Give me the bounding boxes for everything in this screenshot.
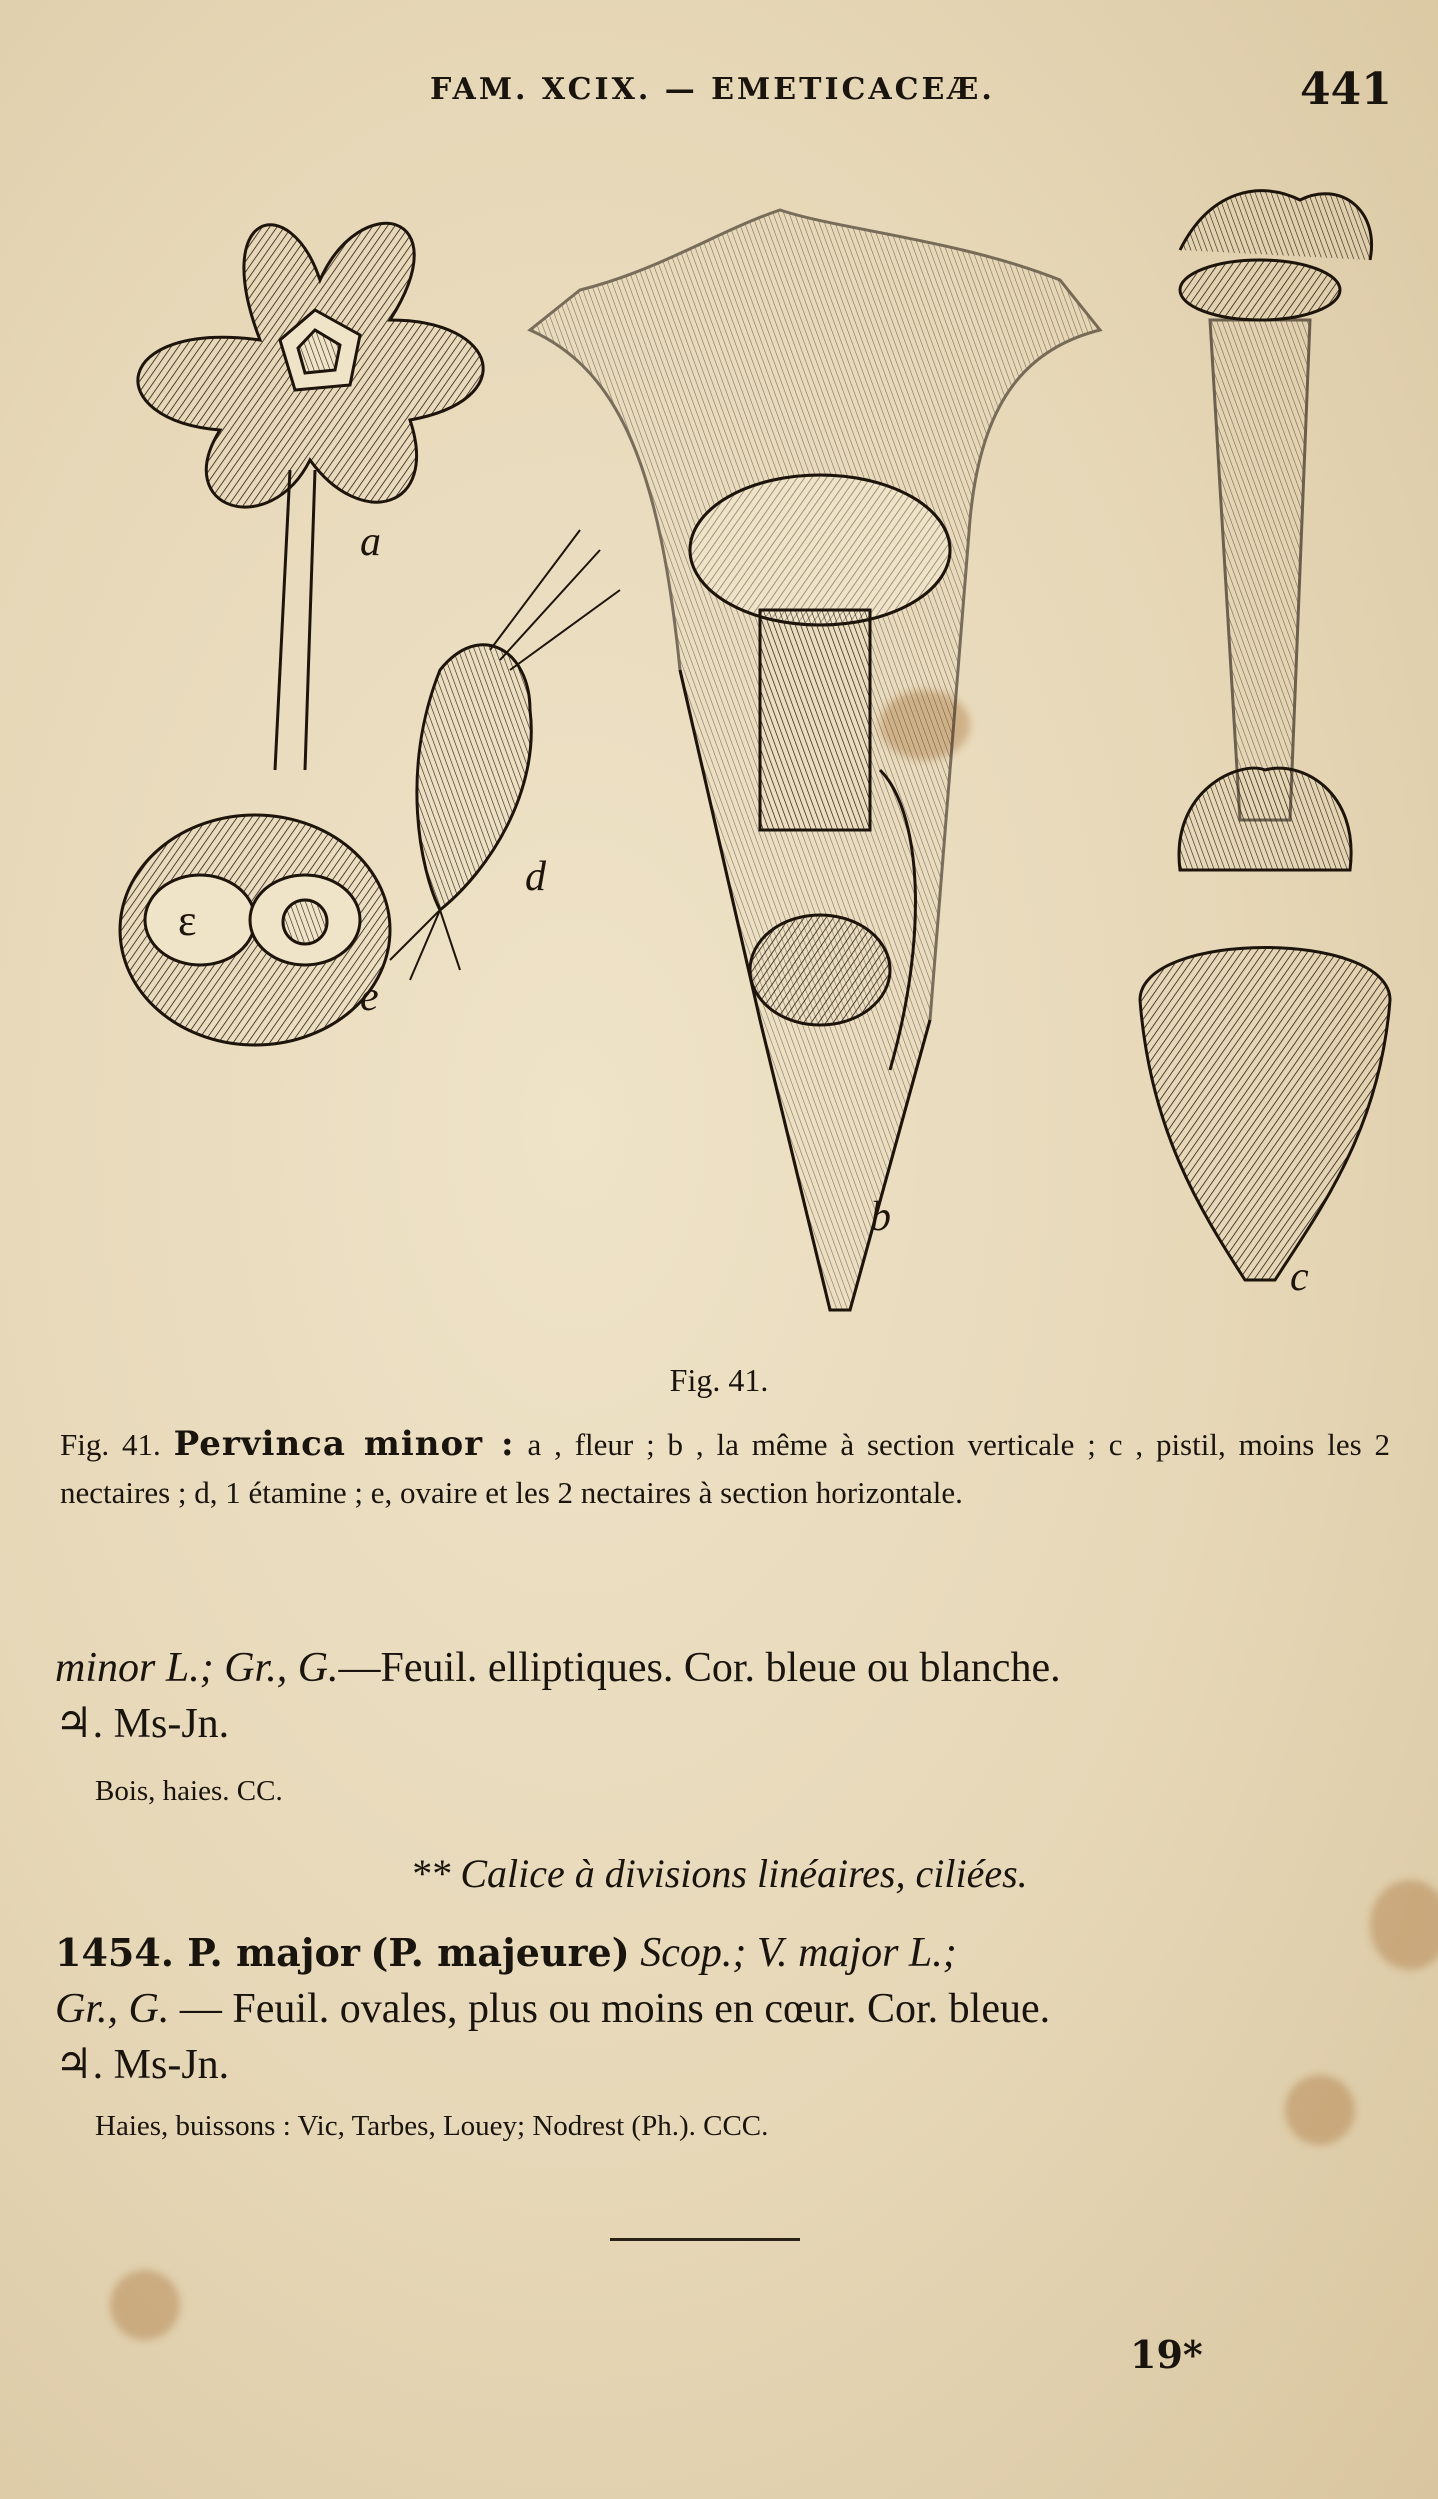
major-habitat: Haies, buissons : Vic, Tarbes, Louey; Nodrest (Ph.). CCC.	[95, 2110, 769, 2142]
page-header	[0, 64, 1438, 122]
flower-a	[138, 223, 483, 770]
section-divider	[610, 2238, 800, 2241]
pistil-c	[1140, 191, 1390, 1280]
label-c: c	[1290, 1254, 1309, 1300]
label-d: d	[525, 854, 546, 900]
foxing-stain	[110, 2270, 180, 2340]
major-authority: Scop.; V. major L.;	[640, 1930, 957, 1976]
page-number: 441	[1300, 64, 1392, 115]
minor-habitat: Bois, haies. CC.	[95, 1775, 283, 1807]
label-b: b	[870, 1194, 891, 1240]
caption-text: a , fleur ; b , la même à section verticale ; c , pistil, moins les 2 nectaires ; d, 1 étamine ; e, ovaire et les 2 nectaires à section horizontale.	[60, 1427, 1391, 1510]
major-common-name: (P. majeure)	[370, 1930, 630, 1975]
botanical-illustration	[60, 170, 1400, 1330]
minor-description: —Feuil. elliptiques. Cor. bleue ou blanche.	[338, 1645, 1061, 1691]
label-a: a	[360, 519, 381, 565]
entry-major	[55, 1925, 1395, 2093]
entry-minor	[55, 1640, 1395, 1752]
figure-caption	[60, 1420, 1390, 1517]
minor-name: minor L.; Gr., G.	[55, 1645, 339, 1691]
major-description: — Feuil. ovales, plus ou moins en cœur. Cor. bleue.	[179, 1986, 1051, 2032]
engraving-svg	[60, 170, 1400, 1330]
running-title: FAM. XCIX. — EMETICACEÆ.	[430, 72, 995, 107]
caption-species: Pervinca minor :	[173, 1424, 515, 1464]
stamen-d	[390, 530, 620, 980]
section-subheading: ** Calice à divisions linéaires, ciliées.	[410, 1851, 1028, 1896]
svg-text:ε: ε	[178, 896, 197, 945]
major-flowering: ♃. Ms-Jn.	[55, 2042, 230, 2088]
major-number-name: 1454. P. major	[55, 1930, 360, 1975]
minor-flowering: ♃. Ms-Jn.	[55, 1701, 230, 1747]
signature-mark: 19*	[1130, 2332, 1203, 2377]
label-e: e	[360, 974, 379, 1020]
figure-title: Fig. 41.	[669, 1362, 769, 1398]
caption-prefix: Fig. 41.	[60, 1427, 161, 1462]
major-line2-authority: Gr., G.	[55, 1986, 170, 2032]
flower-section-b	[530, 210, 1100, 1310]
ovary-section-e	[120, 815, 390, 1045]
